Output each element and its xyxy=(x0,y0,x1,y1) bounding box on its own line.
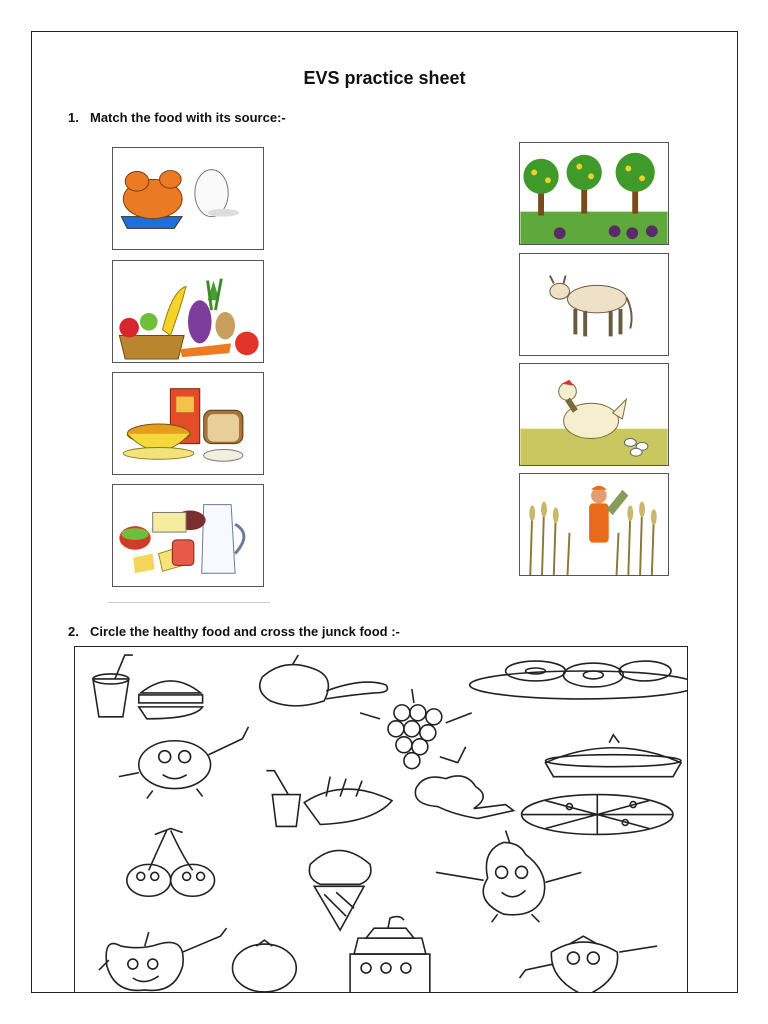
question-1 xyxy=(68,110,286,125)
food-doodles-panel xyxy=(74,646,688,993)
chicken-and-egg-image xyxy=(112,147,264,250)
page-title: EVS practice sheet xyxy=(303,68,466,88)
grain-foods-image xyxy=(112,372,264,475)
question-2-number: 2. xyxy=(68,624,79,639)
question-2 xyxy=(68,624,400,639)
divider-line xyxy=(108,602,270,603)
question-1-number: 1. xyxy=(68,110,79,125)
pie-doodle xyxy=(545,735,681,777)
fries-and-drink-doodle xyxy=(266,771,392,827)
pizza-doodle xyxy=(522,795,674,835)
grapes-character-doodle xyxy=(360,689,472,769)
capsicum-and-chilli-doodle xyxy=(260,655,388,706)
trees-and-plants-image xyxy=(519,142,669,245)
question-2-text: Circle the healthy food and cross the junck food :- xyxy=(90,624,400,639)
worksheet-page xyxy=(31,31,738,993)
cherries-doodle xyxy=(127,828,215,896)
broccoli-doodle xyxy=(415,776,513,819)
lemon-character-doodle xyxy=(119,727,249,799)
question-1-text: Match the food with its source:- xyxy=(90,110,286,125)
soda-and-burger-doodle xyxy=(93,655,203,719)
farmer-in-field-image xyxy=(519,473,669,576)
dairy-products-image xyxy=(112,484,264,587)
ice-cream-cone-doodle xyxy=(309,850,371,930)
donuts-plate-doodle xyxy=(470,661,687,699)
cow-image xyxy=(519,253,669,356)
apple-character-doodle xyxy=(99,928,227,990)
strawberry-character-doodle xyxy=(520,936,658,993)
fruits-and-vegetables-image xyxy=(112,260,264,363)
cake-doodle xyxy=(350,917,430,993)
tomato-doodle xyxy=(232,940,296,992)
hen-image xyxy=(519,363,669,466)
pear-character-doodle xyxy=(436,830,582,922)
